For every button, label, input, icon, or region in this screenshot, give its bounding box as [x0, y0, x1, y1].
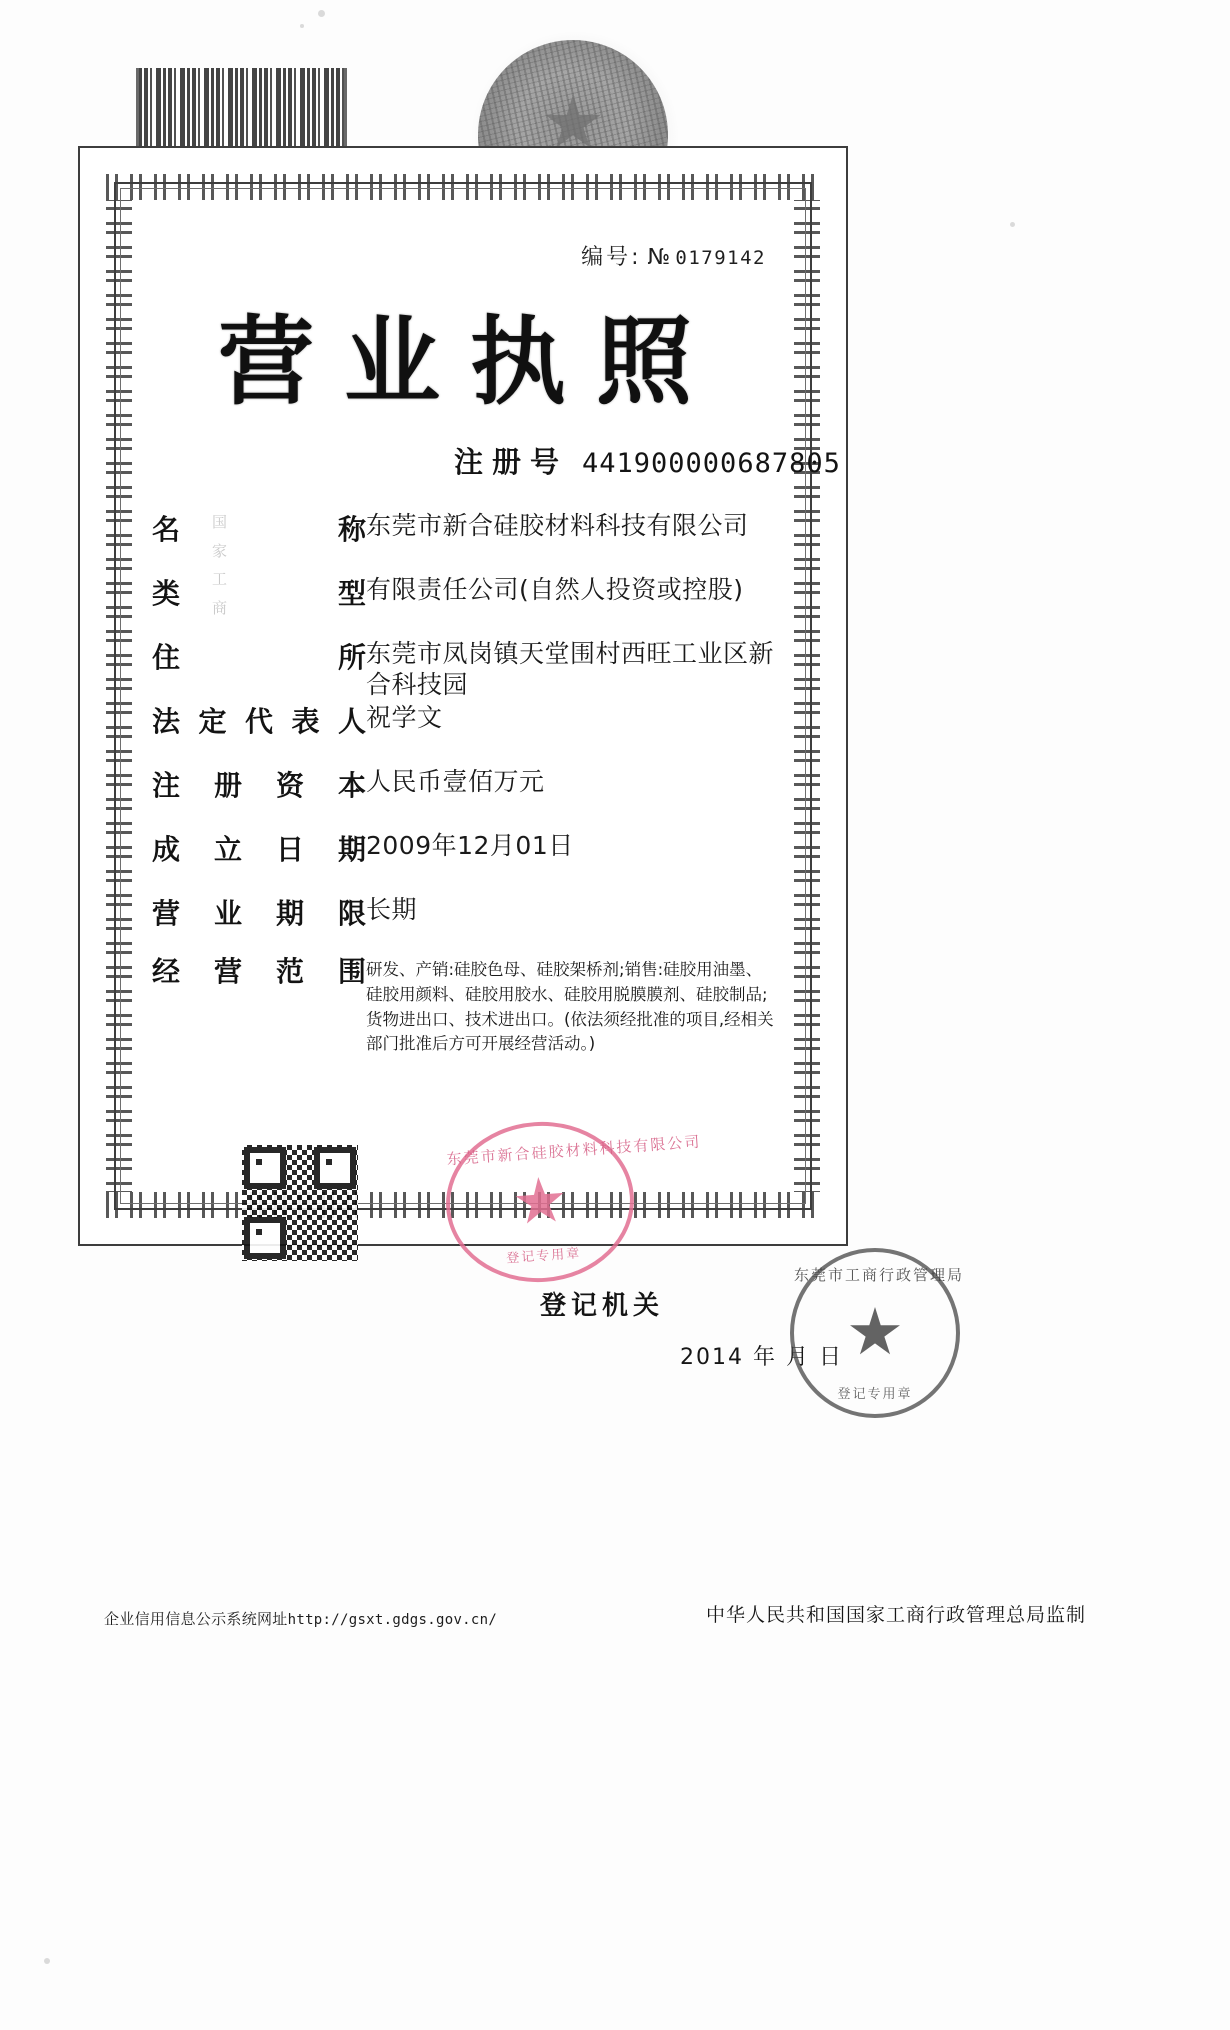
field-row-address — [152, 636, 792, 700]
qr-code-icon — [242, 1145, 358, 1261]
field-value-registered-capital: 人民币壹佰万元 — [366, 767, 545, 796]
field-value-business-term: 长期 — [366, 895, 418, 924]
field-row-business-scope — [152, 950, 792, 1057]
left-watermark: 国家工商 — [212, 513, 230, 617]
serial-number — [581, 240, 766, 271]
company-seal-top-text: 东莞市新合硅胶材料科技有限公司 — [446, 1132, 702, 1169]
registration-number-value: 441900000687805 — [582, 448, 841, 479]
footer-left-prefix: 企业信用信息公示系统网址 — [104, 1610, 288, 1628]
emblem-star-icon — [544, 95, 602, 153]
serial-value: 0179142 — [675, 247, 766, 269]
scan-speck — [44, 1958, 50, 1964]
serial-label: 编号: — [581, 245, 642, 270]
company-seal-bottom-text: 登记专用章 — [505, 1246, 582, 1267]
field-row-legal-representative — [152, 700, 792, 740]
license-content — [124, 190, 841, 1200]
company-seal-star-icon — [513, 1175, 566, 1228]
registration-number — [454, 440, 841, 481]
field-row-type — [152, 572, 792, 612]
scan-speck — [318, 10, 325, 17]
field-label-establish-date: 成 立 日 期 — [152, 833, 366, 866]
field-value-business-scope: 研发、产销:硅胶色母、硅胶架桥剂;销售:硅胶用油墨、硅胶用颜料、硅胶用胶水、硅胶用脱膜膜剂、硅胶制品;货物进出口、技术进出口。(依法须经批准的项目,经相关部门批准后方可开展经营活动。) — [366, 960, 774, 1054]
field-value-type: 有限责任公司(自然人投资或控股) — [366, 575, 744, 604]
qr-finder-top-right — [314, 1147, 356, 1189]
footer-left — [104, 1608, 497, 1629]
authority-seal-star-icon — [849, 1307, 901, 1359]
field-row-name — [152, 508, 792, 548]
scan-speck — [1010, 222, 1015, 227]
field-label-name: 名 称 — [152, 513, 366, 546]
authority-seal-gray — [790, 1248, 965, 1418]
field-label-address: 住 所 — [152, 641, 366, 674]
scan-speck — [300, 24, 304, 28]
field-row-establish-date — [152, 828, 792, 868]
field-value-legal-representative: 祝学文 — [366, 703, 443, 732]
field-value-address: 东莞市凤岗镇天堂围村西旺工业区新合科技园 — [366, 639, 775, 699]
field-label-business-scope: 经 营 范 围 — [152, 955, 366, 988]
authority-seal-top-text: 东莞市工商行政管理局 — [794, 1266, 965, 1284]
issue-date: 2014 年 月 日 — [680, 1345, 843, 1370]
field-label-legal-representative: 法 定 代 表 人 — [152, 705, 366, 738]
field-label-business-term: 营 业 期 限 — [152, 897, 366, 930]
registration-number-label: 注册号 — [454, 445, 569, 479]
field-row-business-term — [152, 892, 792, 932]
field-label-type: 类 型 — [152, 577, 366, 610]
qr-finder-top-left — [244, 1147, 286, 1189]
field-value-establish-date: 2009年12月01日 — [366, 831, 574, 860]
field-row-registered-capital — [152, 764, 792, 804]
page-title: 营业执照 — [218, 306, 722, 418]
registration-authority-label: 登记机关 — [540, 1291, 665, 1321]
number-sign: № — [647, 245, 672, 270]
footer-right: 中华人民共和国国家工商行政管理总局监制 — [706, 1604, 1087, 1626]
field-value-name: 东莞市新合硅胶材料科技有限公司 — [366, 511, 749, 540]
authority-seal-bottom-text: 登记专用章 — [837, 1387, 913, 1402]
footer-left-url: http://gsxt.gdgs.gov.cn/ — [287, 1612, 498, 1628]
qr-finder-bottom-left — [244, 1217, 286, 1259]
field-label-registered-capital: 注 册 资 本 — [152, 769, 366, 802]
